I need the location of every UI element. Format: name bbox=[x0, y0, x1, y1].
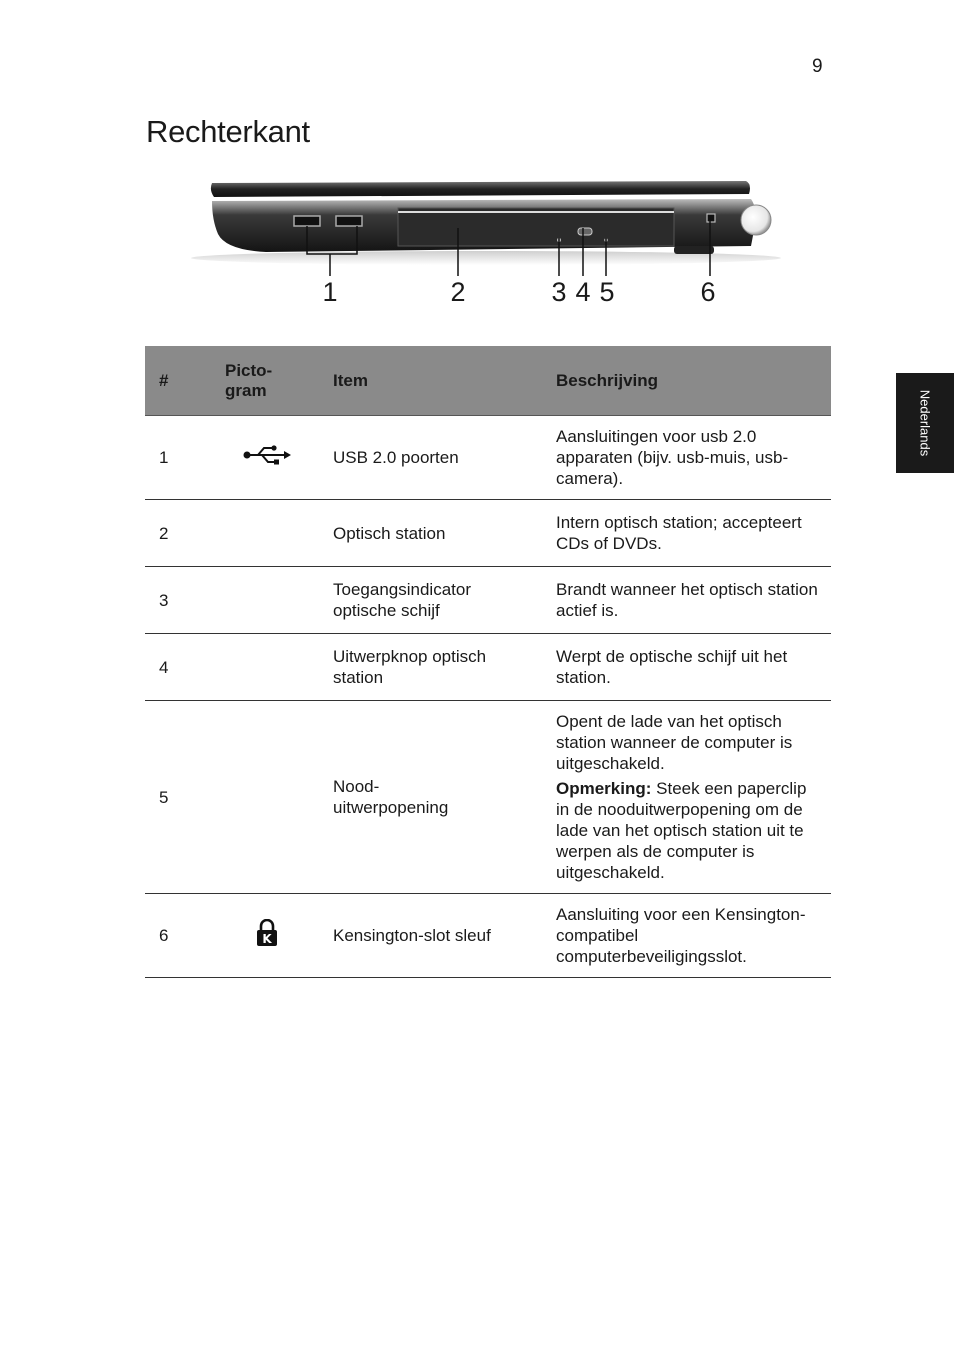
callout-2: 2 bbox=[450, 277, 466, 307]
table-row bbox=[145, 567, 831, 634]
row-num: 6 bbox=[145, 894, 211, 978]
row-num: 2 bbox=[145, 500, 211, 567]
kensington-slot bbox=[707, 214, 715, 222]
header-icon bbox=[211, 346, 319, 416]
laptop-right-side-figure bbox=[146, 170, 832, 320]
table-row bbox=[145, 416, 831, 500]
table-row bbox=[145, 500, 831, 567]
laptop-lid bbox=[211, 181, 750, 197]
row-icon-cell bbox=[211, 634, 319, 701]
row-desc: Opent de lade van het optisch station wanneer de computer is uitgeschakeld. bbox=[556, 712, 793, 773]
row-item: Uitwerpknop optisch station bbox=[319, 634, 542, 701]
page-number: 9 bbox=[812, 56, 823, 77]
laptop-right-side-illustration bbox=[146, 170, 832, 280]
row-item: Optisch station bbox=[319, 500, 542, 567]
callout-3: 3 bbox=[551, 277, 567, 307]
svg-text:K: K bbox=[262, 932, 272, 946]
callout-5: 5 bbox=[599, 277, 615, 307]
table-row bbox=[145, 634, 831, 701]
row-icon-cell bbox=[211, 416, 319, 500]
optical-drive-face bbox=[398, 208, 674, 246]
note-label: Opmerking: bbox=[556, 779, 652, 798]
row-num: 3 bbox=[145, 567, 211, 634]
row-item: Toegangsindicator optische schijf bbox=[319, 567, 542, 634]
row-desc-cell bbox=[542, 701, 831, 894]
note-text: Steek een paperclip in de nooduitwerpopening om de lade van het optisch station uit te werpen als de computer is uitgeschakeld. bbox=[556, 779, 807, 882]
row-icon-cell bbox=[211, 894, 319, 978]
usb-port-1 bbox=[294, 216, 320, 226]
row-icon-cell bbox=[211, 701, 319, 894]
table-row bbox=[145, 701, 831, 894]
usb-port-2 bbox=[336, 216, 362, 226]
row-note bbox=[556, 778, 821, 883]
row-icon-cell bbox=[211, 500, 319, 567]
callout-4: 4 bbox=[575, 277, 591, 307]
eject-button bbox=[578, 228, 592, 235]
row-desc: Aansluitingen voor usb 2.0 apparaten (bijv. usb-muis, usb-camera). bbox=[542, 416, 831, 500]
row-item: Nood- uitwerpopening bbox=[319, 701, 542, 894]
row-desc: Brandt wanneer het optisch station actief is. bbox=[542, 567, 831, 634]
row-num: 4 bbox=[145, 634, 211, 701]
kensington-lock-icon bbox=[256, 919, 278, 947]
hinge-cylinder bbox=[741, 205, 771, 235]
row-num: 5 bbox=[145, 701, 211, 894]
row-desc: Werpt de optische schijf uit het station. bbox=[542, 634, 831, 701]
header-num: # bbox=[145, 346, 211, 416]
row-item: Kensington-slot sleuf bbox=[319, 894, 542, 978]
table-header-row bbox=[145, 346, 831, 416]
ports-table bbox=[145, 346, 831, 978]
usb-icon bbox=[242, 445, 292, 465]
laptop-foot bbox=[674, 246, 714, 254]
language-side-tab bbox=[896, 373, 954, 473]
row-icon-cell bbox=[211, 567, 319, 634]
table-row bbox=[145, 894, 831, 978]
row-item: USB 2.0 poorten bbox=[319, 416, 542, 500]
callout-1: 1 bbox=[322, 277, 338, 307]
language-side-tab-label: Nederlands bbox=[917, 389, 933, 457]
callout-6: 6 bbox=[700, 277, 716, 307]
row-num: 1 bbox=[145, 416, 211, 500]
row-desc: Aansluiting voor een Kensington-compatibel computerbeveiligingsslot. bbox=[542, 894, 831, 978]
page-title: Rechterkant bbox=[146, 114, 310, 149]
header-item: Item bbox=[319, 346, 542, 416]
header-desc: Beschrijving bbox=[542, 346, 831, 416]
row-desc: Intern optisch station; accepteert CDs of DVDs. bbox=[542, 500, 831, 567]
header-icon-label: Picto- gram bbox=[225, 360, 273, 400]
